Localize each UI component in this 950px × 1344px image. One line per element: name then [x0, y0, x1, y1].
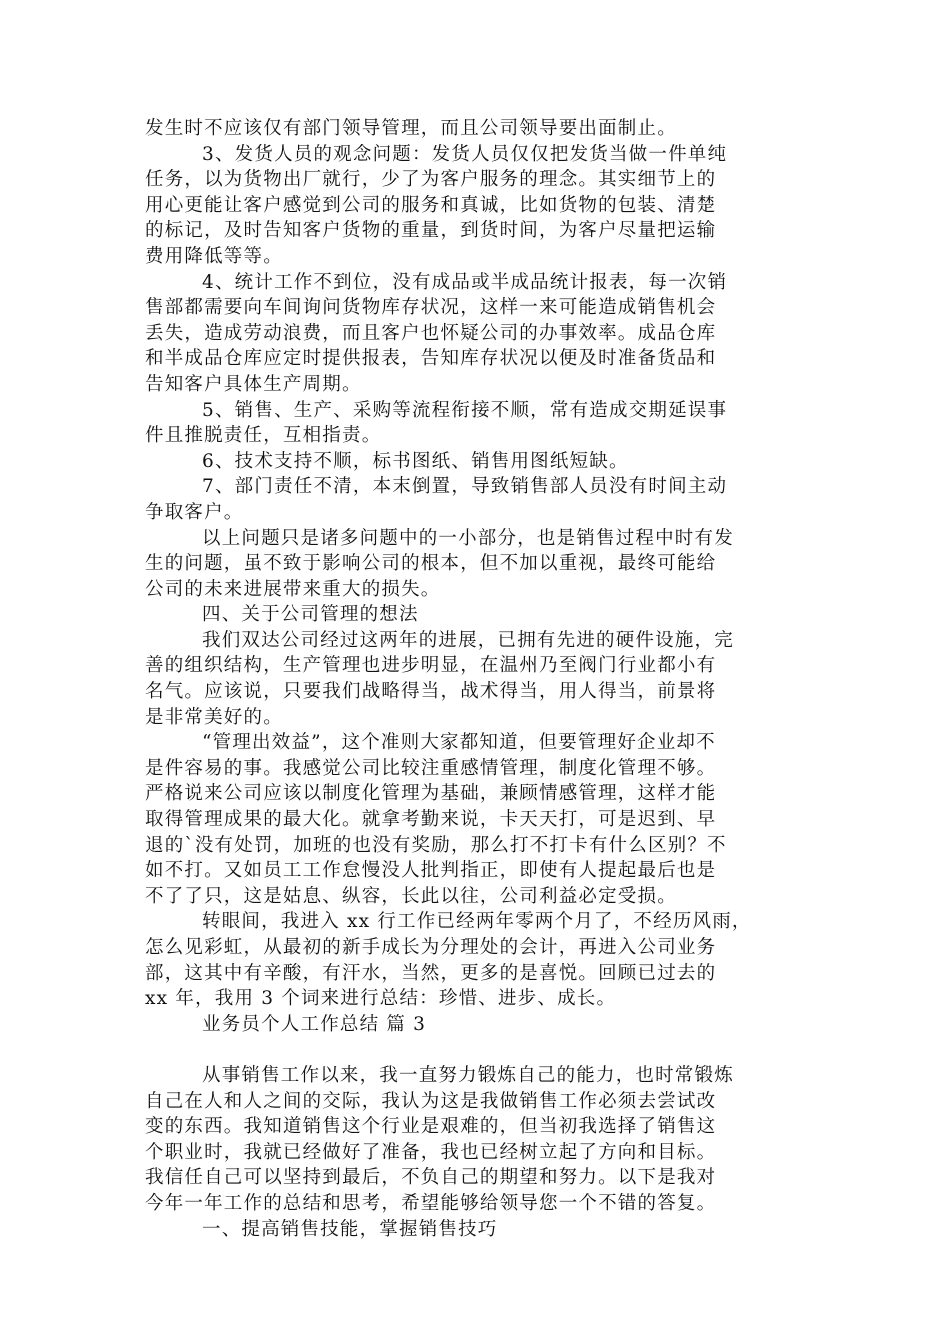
text-line: 善的组织结构，生产管理也进步明显，在温州乃至阀门行业都小有: [145, 655, 717, 677]
text-line: 不了了只，这是姑息、纵容，长此以往，公司利益必定受损。: [145, 885, 677, 907]
text-line: 丢失，造成劳动浪费，而且客户也怀疑公司的办事效率。成品仓库: [145, 322, 717, 344]
text-line: 取得管理成果的最大化。就拿考勤来说，卡天天打，可是迟到、早: [145, 809, 717, 831]
text-line: 争取客户。: [145, 501, 244, 523]
text-line: 售部都需要向车间询问货物库存状况，这样一来可能造成销售机会: [145, 297, 717, 319]
text-line: 是非常美好的。: [145, 706, 283, 728]
section-heading: 一、提高销售技能，掌握销售技巧: [202, 1218, 498, 1240]
text-line: 7、部门责任不清，本末倒置，导致销售部人员没有时间主动: [202, 476, 728, 498]
text-line: 部，这其中有辛酸，有汗水，当然，更多的是喜悦。回顾已过去的: [145, 962, 717, 984]
text-line: 生的问题，虽不致于影响公司的根本，但不加以重视，最终可能给: [145, 553, 717, 575]
text-line: 发生时不应该仅有部门领导管理，而且公司领导要出面制止。: [145, 118, 677, 139]
section-title: 业务员个人工作总结 篇 3: [202, 1013, 427, 1035]
section-heading: 四、关于公司管理的想法: [202, 604, 419, 626]
text-line: 公司的未来进展带来重大的损失。: [145, 578, 441, 600]
document-body: [145, 116, 813, 1242]
text-line: 我们双达公司经过这两年的进展，已拥有先进的硬件设施，完: [202, 629, 734, 651]
text-line: 名气。应该说，只要我们战略得当，战术得当，用人得当，前景将: [145, 681, 717, 703]
text-line: 自己在人和人之间的交际，我认为这是我做销售工作必须去尝试改: [145, 1090, 717, 1112]
text-line: xx 年，我用 3 个词来进行总结：珍惜、进步、成长。: [145, 988, 617, 1010]
text-line: 件且推脱责任，互相指责。: [145, 425, 382, 447]
text-line: 5、销售、生产、采购等流程衔接不顺，常有造成交期延误事: [202, 399, 728, 421]
text-line: 4、统计工作不到位，没有成品或半成品统计报表，每一次销: [202, 271, 728, 293]
text-line: 我信任自己可以坚持到最后，不负自己的期望和努力。以下是我对: [145, 1167, 717, 1189]
text-line: 退的`没有处罚，加班的也没有奖励，那么打不打卡有什么区别？不: [145, 834, 727, 856]
text-line: 是件容易的事。我感觉公司比较注重感情管理，制度化管理不够。: [145, 757, 717, 779]
text-line: 严格说来公司应该以制度化管理为基础，兼顾情感管理，这样才能: [145, 783, 717, 805]
text-line: 如不打。又如员工工作怠慢没人批判指正，即使有人提起最后也是: [145, 860, 717, 882]
text-line: 的标记，及时告知客户货物的重量，到货时间，为客户尽量把运输: [145, 220, 717, 242]
text-line: 用心更能让客户感觉到公司的服务和真诚，比如货物的包装、清楚: [145, 194, 717, 216]
text-line: 3、发货人员的观念问题：发货人员仅仅把发货当做一件单纯: [202, 143, 728, 165]
text-line: 和半成品仓库应定时提供报表，告知库存状况以便及时准备货品和: [145, 348, 717, 370]
text-line: “管理出效益”，这个准则大家都知道，但要管理好企业却不: [202, 732, 716, 754]
text-line: 任务，以为货物出厂就行，少了为客户服务的理念。其实细节上的: [145, 169, 717, 191]
text-line: 从事销售工作以来，我一直努力锻炼自己的能力，也时常锻炼: [202, 1064, 734, 1086]
text-line: 个职业时，我就已经做好了准备，我也已经树立起了方向和目标。: [145, 1141, 717, 1163]
blank-line: [145, 1037, 813, 1063]
text-line: 费用降低等等。: [145, 245, 283, 267]
text-line: 告知客户具体生产周期。: [145, 373, 362, 395]
text-line: 变的东西。我知道销售这个行业是艰难的，但当初我选择了销售这: [145, 1116, 717, 1138]
text-line: 转眼间，我进入 xx 行工作已经两年零两个月了，不经历风雨，: [202, 911, 752, 933]
text-line: 6、技术支持不顺，标书图纸、销售用图纸短缺。: [202, 450, 629, 472]
text-line: 怎么见彩虹，从最初的新手成长为分理处的会计，再进入公司业务: [145, 937, 717, 958]
text-line: 以上问题只是诸多问题中的一小部分，也是销售过程中时有发: [202, 527, 734, 549]
text-line: 今年一年工作的总结和思考，希望能够给领导您一个不错的答复。: [145, 1192, 717, 1214]
